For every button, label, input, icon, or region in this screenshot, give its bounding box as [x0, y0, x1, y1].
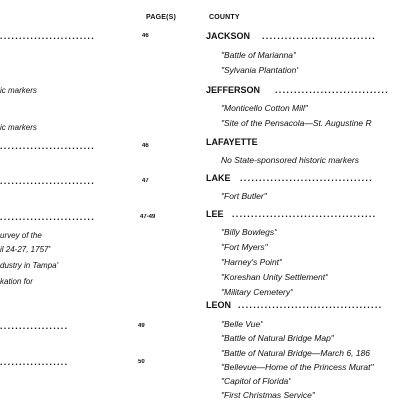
county-name-leon: LEON	[206, 301, 232, 310]
county-name-lake: LAKE	[206, 174, 231, 183]
dot-leader: .........................	[0, 32, 96, 41]
marker-title: "Fort Myers"	[221, 243, 268, 252]
page-number: 50	[138, 359, 145, 365]
page-number: 47	[142, 178, 149, 184]
pages-column-header: PAGE(S)	[146, 14, 177, 21]
marker-title: "Sylvania Plantation"	[221, 66, 300, 75]
marker-title: "First Christmas Service"	[221, 391, 315, 400]
marker-title: "Military Cemetery"	[221, 288, 294, 297]
county-name-jefferson: JEFFERSON	[206, 86, 261, 95]
marker-title: "Site of the Pensacola—St. Augustine R	[221, 119, 372, 128]
marker-note-fragment: ic markers	[0, 87, 37, 95]
dot-leader: .........................	[0, 177, 96, 186]
marker-title: "Capitol of Florida"	[221, 377, 292, 386]
county-name-lafayette: LAFAYETTE	[206, 138, 258, 147]
marker-title: "Belle Vue"	[221, 320, 264, 329]
marker-fragment: dustry in Tampa"	[0, 262, 60, 270]
marker-title: "Harney's Point"	[221, 258, 283, 267]
dot-leader: ...................................	[240, 174, 374, 183]
page-number: 46	[142, 143, 149, 149]
marker-title: "Bellevue—Home of the Princess Murat"	[221, 363, 374, 372]
marker-fragment: urvey of the	[0, 232, 42, 240]
page-number: 47-49	[140, 214, 156, 220]
marker-title: "Billy Bowlegs"	[221, 228, 278, 237]
page-number: 49	[138, 323, 145, 329]
county-name-jackson: JACKSON	[206, 32, 251, 41]
dot-leader: ..................	[0, 322, 69, 331]
dot-leader: .........................	[0, 213, 96, 222]
marker-title: "Battle of Marianna"	[221, 51, 297, 60]
marker-note-fragment: ic markers	[0, 124, 37, 132]
dot-leader: ..............................	[275, 86, 390, 95]
marker-fragment: il 24-27, 1757"	[0, 246, 52, 254]
dot-leader: ......................................	[238, 301, 383, 310]
marker-title: "Battle of Natural Bridge—March 6, 186	[221, 349, 371, 358]
county-name-lee: LEE	[206, 210, 224, 219]
marker-title: "Battle of Natural Bridge Map"	[221, 334, 334, 343]
marker-fragment: kation for	[0, 278, 33, 286]
dot-leader: ......................................	[232, 210, 377, 219]
dot-leader: ..............................	[262, 32, 377, 41]
dot-leader: .........................	[0, 142, 96, 151]
county-column-header: COUNTY	[209, 14, 240, 21]
marker-title: "Fort Butler"	[221, 192, 267, 201]
no-markers-note: No State-sponsored historic markers	[221, 156, 359, 165]
page-number: 46	[142, 33, 149, 39]
marker-title: "Koreshan Unity Settlement"	[221, 273, 329, 282]
dot-leader: ..................	[0, 358, 69, 367]
marker-title: "Monticello Cotton Mill"	[221, 104, 308, 113]
